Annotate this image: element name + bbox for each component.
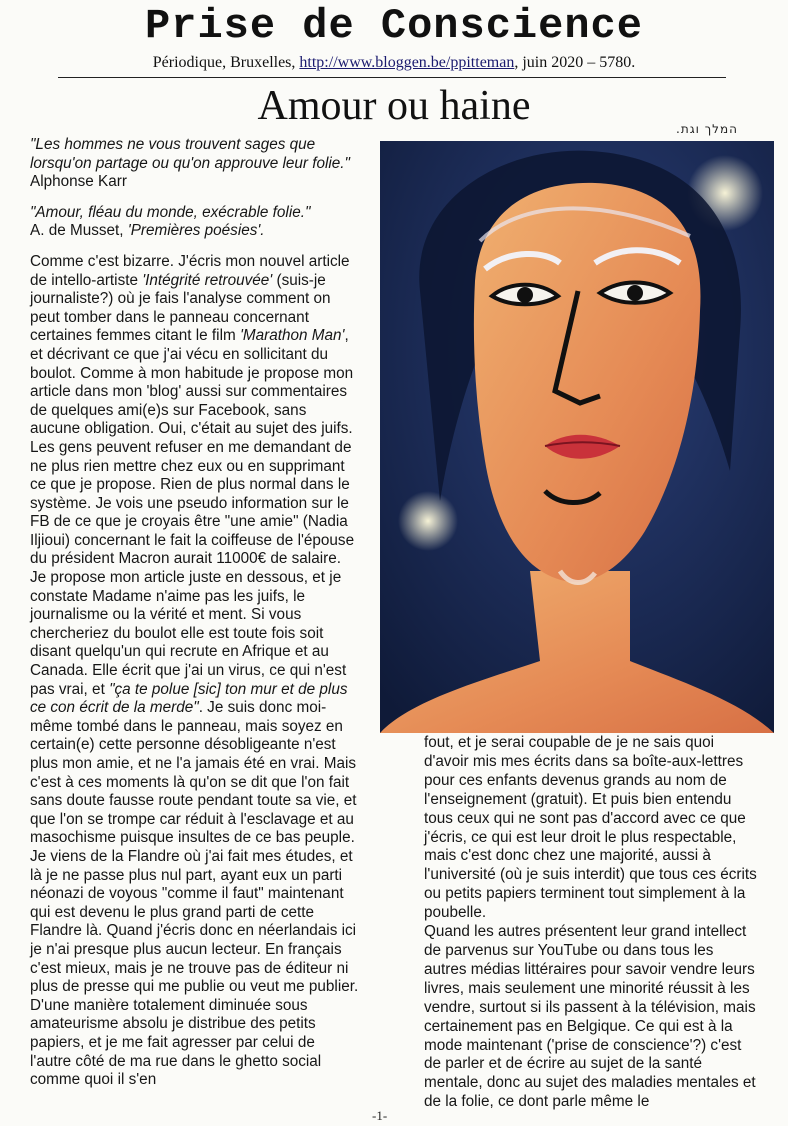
body-text: Comme c'est bizarre. J'écris mon nouvel article de intello-artiste — [30, 252, 350, 289]
article-headline: Amour ou haine — [257, 83, 531, 129]
header-rule — [58, 77, 726, 78]
blog-link[interactable]: http://www.bloggen.be/ppitteman — [299, 54, 515, 71]
left-column — [30, 136, 360, 1090]
body-paragraph: fout, et je serai coupable de je ne sais quoi d'avoir mis mes écrits dans sa boîte-aux-lettres pour ces enfants devenus grands au nom de l'enseignement (gratuit). Et puis bien entendu tous ceux qui ne sont pas d'accord avec ce que j'écris, ce qui est leur droit le plus respectable, mais c'est donc chez une majorité, aussi à l'université (où je suis interdit) que tous ces écrits ou petits papiers terminent tout simplement à la poubelle. — [424, 734, 757, 922]
author-name: A. de Musset, — [30, 222, 128, 240]
right-column — [424, 734, 760, 1112]
body-italic: 'Intégrité retrouvée' — [142, 271, 273, 289]
body-paragraph: Quand les autres présentent leur grand intellect de parvenus sur YouTube ou dans tous les autres médias littéraires pour savoir vendre leurs livres, mais seulement une minorité réussit à les vendre, surtout si ils passent à la télévision, mais certainement pas en Belgique. Ce qui est à la mode maintenant ('prise de conscience'?) c'est de parler et de écrire au sujet de la santé mentale, donc au sujet des maladies mentales et de la folie, ce dont parle même le — [424, 923, 756, 1111]
subtitle-prefix: Périodique, Bruxelles, — [152, 54, 300, 71]
periodical-subtitle — [0, 54, 788, 72]
epigraph-quote-1: "Les hommes ne vous trouvent sages que lorsqu'on partage ou qu'on approuve leur folie." — [30, 136, 350, 172]
article-body-left — [30, 253, 360, 1090]
body-text: (suis-je journaliste?) où je fais l'analyse comment on peut tomber dans le panneau concernant certaines femmes citant le film — [30, 271, 331, 345]
author-name: Alphonse Karr — [30, 173, 127, 191]
body-text: . Je suis donc moi-même tombé dans le panneau, mais soyez en certain(e) cette personne désobligeante n'est plus mon amie, et ne l'a jamais été en vrai. Mais c'est à ces moments là qu'on se dit que l'on fait sans doute fausse route pendant toute sa vie, et que l'on se trompe car réduit à l'esclavage et au masochisme puisque insultes de ce bas peuple. Je viens de la Flandre où j'ai fait mes études, et là je ne passe plus nul part, ayant eux un parti néonazi de voyous "comme il faut" maintenant qui est devenu le plus grand parti de cette Flandre là. Quand j'écris donc en néerlandais ici je n'ai presque plus aucun lecteur. En français c'est mieux, mais je ne trouve pas de éditeur ni plus de presse qui me publie ou veut me publier. D'une manière totalement diminuée sous amateurisme absolu je distribue des petits papiers, et je me fait agresser par celui de l'autre côté de ma rue dans le ghetto social comme quoi il s'en — [30, 699, 359, 1089]
body-italic: 'Marathon Man' — [239, 327, 345, 345]
body-text: , et décrivant ce que j'ai vécu en sollicitant du boulot. Comme à mon habitude je propose mon article dans mon 'blog' aussi sur commentaires de quelques ami(e)s sur Facebook, sans aucune obligation. Oui, c'était au sujet des juifs. Les gens peuvent refuser en me demandant de ne plus rien mettre chez eux ou en supprimant ce que je propose. Rien de plus normal dans le système. Je vois une pseudo information sur le FB de ce que je croyais être "une amie" (Nadia Iljioui) concernant le fait la coiffeuse de l'épouse du président Macron aurait 11000€ de salaire. Je propose mon article juste en dessous, et je constate Madame n'aime pas les juifs, le journalisme ou la vérité et ment. Si vous chercheriez du boulot elle est toute fois soit disant quelqu'un qui recrute en Afrique et au Canada. Elle écrit que j'ai un virus, ce qui n'est pas vrai, et — [30, 327, 355, 698]
hebrew-note: המלך וגת. — [676, 122, 738, 136]
page-number: -1- — [372, 1108, 388, 1123]
epigraph-quote-2: "Amour, fléau du monde, exécrable folie." — [30, 203, 311, 221]
epigraph-author-1 — [30, 173, 360, 192]
portrait-painting — [380, 141, 774, 733]
periodical-title: Prise de Conscience — [145, 2, 643, 50]
work-title: 'Premières poésies'. — [127, 222, 265, 240]
body-paragraph — [30, 253, 360, 1090]
body-italic: "ça te polue [sic] ton mur et de plus ce con écrit de la merde" — [30, 680, 348, 717]
subtitle-suffix: , juin 2020 – 5780. — [514, 54, 636, 71]
epigraph-author-2 — [30, 222, 360, 241]
